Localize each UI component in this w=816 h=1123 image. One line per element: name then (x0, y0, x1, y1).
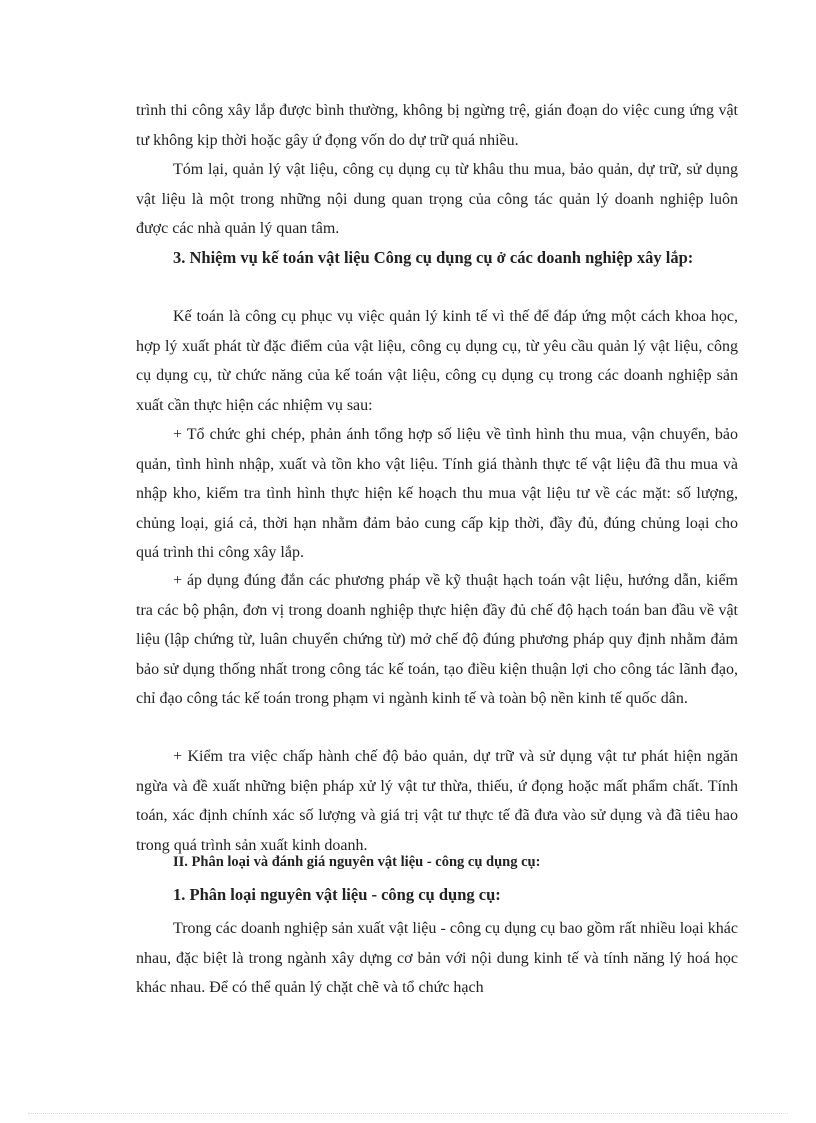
paragraph-4: + Tổ chức ghi chép, phản ánh tổng hợp số liệu về tình hình thu mua, vận chuyển, bảo quản, tình hình nhập, xuất và tồn kho vật liệu. Tính giá thành thực tế vật liệu đã thu mua và nhập kho, kiểm tra tình hình thực hiện kế hoạch thu mua vật liệu tư về các mặt: số lượng, chủng loại, giá cả, thời hạn nhằm đảm bảo cung cấp kịp thời, đầy đủ, đúng chủng loại cho quá trình thi công xây lắp. (136, 426, 738, 561)
section-heading-II: II. Phân loại và đánh giá nguyên vật liệu - công cụ dụng cụ: (173, 854, 541, 870)
paragraph-1: trình thi công xây lắp được bình thường, không bị ngừng trệ, gián đoạn do việc cung ứng vật tư không kịp thời hoặc gây ứ đọng vốn do dự trữ quá nhiều. (136, 102, 738, 149)
paragraph-2: Tóm lại, quản lý vật liệu, công cụ dụng cụ từ khâu thu mua, bảo quản, dự trữ, sử dụng vật liệu là một trong những nội dung quan trọng của công tác quản lý doanh nghiệp luôn được các nhà quản lý quan tâm. (136, 161, 738, 237)
paragraph-5: + áp dụng đúng đắn các phương pháp về kỹ thuật hạch toán vật liệu, hướng dẫn, kiểm tra các bộ phận, đơn vị trong doanh nghiệp thực hiện đầy đủ chế độ hạch toán ban đầu về vật liệu (lập chứng từ, luân chuyển chứng từ) mở chế độ đúng phương pháp quy định nhằm đảm bảo sử dụng thống nhất trong công tác kế toán, tạo điều kiện thuận lợi cho công tác lãnh đạo, chỉ đạo công tác kế toán trong phạm vi ngành kinh tế và toàn bộ nền kinh tế quốc dân. (136, 572, 738, 707)
paragraph-6: + Kiểm tra việc chấp hành chế độ bảo quản, dự trữ và sử dụng vật tư phát hiện ngăn ngừa và đề xuất những biện pháp xử lý vật tư thừa, thiếu, ứ đọng hoặc mất phẩm chất. Tính toán, xác định chính xác số lượng và giá trị vật tư thực tế đã đưa vào sử dụng và đã tiêu hao trong quá trình sản xuất kinh doanh. (136, 748, 738, 854)
page-footer-divider (28, 1113, 788, 1114)
paragraph-7: Trong các doanh nghiệp sản xuất vật liệu - công cụ dụng cụ bao gồm rất nhiều loại khác nhau, đặc biệt là trong ngành xây dựng cơ bản với nội dung kinh tế và tính năng lý hoá học khác nhau. Để có thể quản lý chặt chẽ và tổ chức hạch (136, 920, 738, 996)
paragraph-3: Kế toán là công cụ phục vụ việc quản lý kinh tế vì thế để đáp ứng một cách khoa học, hợp lý xuất phát từ đặc điểm của vật liệu, công cụ dụng cụ, từ yêu cầu quản lý vật liệu, công cụ dụng cụ, từ chức năng của kế toán vật liệu, công cụ dụng cụ trong các doanh nghiệp sản xuất cần thực hiện các nhiệm vụ sau: (136, 308, 738, 414)
subsection-heading-1: 1. Phân loại nguyên vật liệu - công cụ dụng cụ: (173, 885, 501, 904)
section-heading-3: 3. Nhiệm vụ kế toán vật liệu Công cụ dụng cụ ở các doanh nghiệp xây lắp: (173, 248, 694, 267)
